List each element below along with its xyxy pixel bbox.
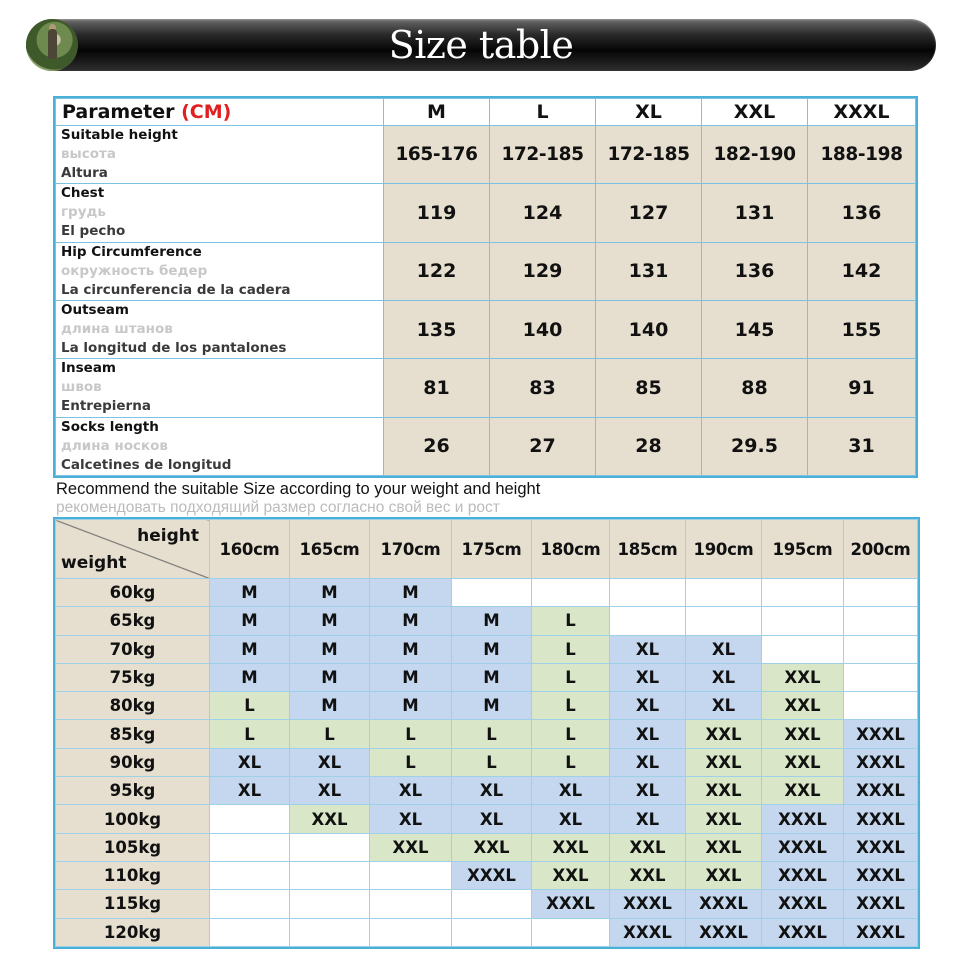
matrix-row: [56, 607, 918, 635]
matrix-row: [56, 635, 918, 663]
param-label-ru: длина штанов: [61, 320, 173, 337]
param-cell: [56, 126, 384, 184]
size-cell: [452, 579, 532, 607]
size-cell: XL: [532, 805, 610, 833]
size-value-cell: 81: [384, 359, 490, 417]
size-value-cell: 129: [490, 242, 596, 300]
size-value-cell: 140: [596, 300, 702, 358]
weight-label: 110kg: [56, 861, 210, 889]
param-cell: [56, 359, 384, 417]
size-cell: L: [452, 748, 532, 776]
size-cell: XL: [610, 805, 686, 833]
weight-label: 85kg: [56, 720, 210, 748]
size-cell: XXXL: [452, 861, 532, 889]
size-value-cell: 135: [384, 300, 490, 358]
size-cell: [210, 918, 290, 946]
size-cell: [844, 635, 918, 663]
size-header: XL: [596, 99, 702, 126]
size-cell: XXXL: [610, 890, 686, 918]
param-label-es: La circunferencia de la cadera: [61, 281, 291, 298]
size-cell: L: [210, 692, 290, 720]
size-cell: L: [210, 720, 290, 748]
size-cell: XL: [610, 635, 686, 663]
param-label-en: Hip Circumference: [61, 243, 202, 260]
param-label-ru: длина носков: [61, 437, 168, 454]
param-cell: [56, 417, 384, 475]
weight-label: 115kg: [56, 890, 210, 918]
matrix-row: [56, 890, 918, 918]
size-cell: XXXL: [844, 918, 918, 946]
size-value-cell: 172-185: [490, 126, 596, 184]
size-cell: XXXL: [532, 890, 610, 918]
size-cell: [844, 579, 918, 607]
size-cell: XL: [290, 777, 370, 805]
size-cell: XL: [610, 748, 686, 776]
size-table-row: [56, 359, 916, 417]
size-cell: XXL: [370, 833, 452, 861]
size-cell: M: [370, 635, 452, 663]
size-cell: XXL: [686, 748, 762, 776]
size-cell: XL: [686, 635, 762, 663]
size-value-cell: 122: [384, 242, 490, 300]
size-cell: [210, 861, 290, 889]
size-cell: [290, 833, 370, 861]
matrix-row: [56, 692, 918, 720]
height-header: 190cm: [686, 520, 762, 579]
size-cell: XXL: [762, 777, 844, 805]
size-value-cell: 28: [596, 417, 702, 475]
size-cell: XXXL: [762, 833, 844, 861]
matrix-corner: [56, 520, 210, 579]
size-cell: L: [532, 720, 610, 748]
size-cell: [844, 607, 918, 635]
param-label-en: Outseam: [61, 301, 129, 318]
size-cell: XXXL: [762, 861, 844, 889]
size-value-cell: 145: [702, 300, 808, 358]
matrix-row: [56, 777, 918, 805]
size-value-cell: 91: [808, 359, 916, 417]
size-cell: XL: [610, 692, 686, 720]
size-cell: [844, 663, 918, 691]
size-cell: XXXL: [686, 890, 762, 918]
size-header: L: [490, 99, 596, 126]
weight-label: 90kg: [56, 748, 210, 776]
size-cell: XL: [452, 777, 532, 805]
size-value-cell: 131: [702, 184, 808, 242]
size-cell: XXL: [686, 720, 762, 748]
size-cell: M: [210, 579, 290, 607]
size-table-row: [56, 242, 916, 300]
size-matrix: [55, 519, 918, 947]
size-cell: M: [452, 663, 532, 691]
size-table: [55, 98, 916, 476]
size-cell: XL: [532, 777, 610, 805]
matrix-header-row: [56, 520, 918, 579]
size-value-cell: 182-190: [702, 126, 808, 184]
size-cell: XXXL: [762, 805, 844, 833]
size-value-cell: 88: [702, 359, 808, 417]
height-header: 185cm: [610, 520, 686, 579]
matrix-row: [56, 861, 918, 889]
size-cell: M: [370, 607, 452, 635]
size-cell: [762, 635, 844, 663]
size-cell: XL: [686, 692, 762, 720]
size-cell: XXXL: [844, 833, 918, 861]
size-cell: XXXL: [762, 890, 844, 918]
size-value-cell: 27: [490, 417, 596, 475]
size-value-cell: 188-198: [808, 126, 916, 184]
size-cell: XXXL: [762, 918, 844, 946]
size-cell: L: [532, 607, 610, 635]
size-cell: XXL: [686, 805, 762, 833]
size-cell: XXL: [762, 692, 844, 720]
size-cell: XXL: [532, 833, 610, 861]
size-table-row: [56, 417, 916, 475]
weight-label: 65kg: [56, 607, 210, 635]
size-value-cell: 127: [596, 184, 702, 242]
param-label-ru: швов: [61, 379, 102, 396]
size-cell: [844, 692, 918, 720]
size-cell: XXL: [762, 748, 844, 776]
size-cell: L: [532, 663, 610, 691]
param-label-ru: грудь: [61, 204, 106, 221]
size-value-cell: 142: [808, 242, 916, 300]
size-cell: M: [210, 635, 290, 663]
size-cell: XXL: [610, 861, 686, 889]
size-value-cell: 131: [596, 242, 702, 300]
size-cell: XXL: [610, 833, 686, 861]
weight-label: 120kg: [56, 918, 210, 946]
size-cell: XXL: [686, 833, 762, 861]
size-cell: XXXL: [844, 861, 918, 889]
size-cell: M: [290, 635, 370, 663]
size-value-cell: 85: [596, 359, 702, 417]
height-header: 180cm: [532, 520, 610, 579]
weight-label: 70kg: [56, 635, 210, 663]
size-cell: [370, 890, 452, 918]
header-bar: [26, 19, 936, 71]
size-cell: XL: [452, 805, 532, 833]
param-label-en: Inseam: [61, 360, 117, 377]
size-cell: [686, 579, 762, 607]
size-cell: XL: [210, 777, 290, 805]
size-value-cell: 165-176: [384, 126, 490, 184]
size-cell: XL: [610, 777, 686, 805]
size-cell: [290, 861, 370, 889]
size-table-row: [56, 300, 916, 358]
size-cell: XXL: [762, 720, 844, 748]
corner-height-label: height: [137, 526, 199, 546]
size-cell: [532, 579, 610, 607]
size-cell: M: [290, 579, 370, 607]
size-table-row: [56, 184, 916, 242]
size-cell: [210, 890, 290, 918]
size-cell: M: [452, 635, 532, 663]
size-value-cell: 29.5: [702, 417, 808, 475]
recommend-text-ru: рекомендовать подходящий размер согласно свой вес и рост: [56, 499, 500, 516]
size-cell: XXXL: [844, 890, 918, 918]
size-cell: XXXL: [844, 720, 918, 748]
size-cell: [762, 607, 844, 635]
matrix-row: [56, 748, 918, 776]
size-cell: M: [210, 607, 290, 635]
matrix-row: [56, 805, 918, 833]
size-cell: XXXL: [844, 777, 918, 805]
weight-label: 95kg: [56, 777, 210, 805]
size-cell: M: [370, 579, 452, 607]
size-value-cell: 136: [808, 184, 916, 242]
size-value-cell: 172-185: [596, 126, 702, 184]
size-cell: XL: [370, 777, 452, 805]
size-value-cell: 119: [384, 184, 490, 242]
size-header: XXXL: [808, 99, 916, 126]
size-cell: M: [370, 692, 452, 720]
size-header: XXL: [702, 99, 808, 126]
param-label-en: Suitable height: [61, 127, 178, 143]
matrix-row: [56, 663, 918, 691]
size-value-cell: 31: [808, 417, 916, 475]
size-cell: [452, 918, 532, 946]
size-cell: L: [370, 748, 452, 776]
size-cell: M: [452, 607, 532, 635]
matrix-row: [56, 720, 918, 748]
weight-label: 75kg: [56, 663, 210, 691]
size-cell: [210, 833, 290, 861]
corner-weight-label: weight: [61, 553, 127, 573]
weight-label: 60kg: [56, 579, 210, 607]
size-table-row: [56, 126, 916, 184]
param-label-es: Entrepierna: [61, 398, 151, 415]
param-cell: [56, 242, 384, 300]
size-cell: [370, 918, 452, 946]
size-cell: M: [290, 692, 370, 720]
matrix-row: [56, 918, 918, 946]
size-value-cell: 124: [490, 184, 596, 242]
size-cell: XXXL: [844, 748, 918, 776]
size-cell: M: [290, 663, 370, 691]
size-cell: L: [452, 720, 532, 748]
size-table-header: [56, 99, 916, 126]
size-cell: XXL: [532, 861, 610, 889]
size-cell: L: [532, 635, 610, 663]
matrix-row: [56, 833, 918, 861]
param-label-es: El pecho: [61, 223, 126, 240]
size-cell: XXL: [762, 663, 844, 691]
param-label-es: La longitud de los pantalones: [61, 339, 287, 356]
param-label-en: Chest: [61, 185, 105, 202]
size-cell: XXL: [452, 833, 532, 861]
size-cell: XXL: [290, 805, 370, 833]
weight-label: 105kg: [56, 833, 210, 861]
size-cell: XL: [370, 805, 452, 833]
size-cell: M: [210, 663, 290, 691]
size-cell: [762, 579, 844, 607]
size-cell: [370, 861, 452, 889]
size-cell: M: [290, 607, 370, 635]
size-cell: [210, 805, 290, 833]
size-cell: XL: [686, 663, 762, 691]
size-cell: M: [370, 663, 452, 691]
param-label-en: Socks length: [61, 418, 159, 435]
weight-label: 100kg: [56, 805, 210, 833]
size-header: M: [384, 99, 490, 126]
size-cell: [532, 918, 610, 946]
height-header: 160cm: [210, 520, 290, 579]
size-cell: [610, 607, 686, 635]
height-header: 165cm: [290, 520, 370, 579]
size-cell: [290, 918, 370, 946]
size-cell: L: [532, 692, 610, 720]
size-cell: L: [370, 720, 452, 748]
param-label-ru: высота: [61, 146, 116, 162]
param-cell: [56, 300, 384, 358]
size-value-cell: 83: [490, 359, 596, 417]
size-cell: XL: [210, 748, 290, 776]
size-cell: XXL: [686, 861, 762, 889]
size-cell: L: [290, 720, 370, 748]
size-cell: M: [452, 692, 532, 720]
height-header: 200cm: [844, 520, 918, 579]
height-header: 170cm: [370, 520, 452, 579]
size-cell: L: [532, 748, 610, 776]
size-cell: XXXL: [686, 918, 762, 946]
size-cell: [452, 890, 532, 918]
param-cell: [56, 184, 384, 242]
size-cell: XL: [610, 720, 686, 748]
height-header: 195cm: [762, 520, 844, 579]
param-label-es: Calcetines de longitud: [61, 456, 232, 473]
size-value-cell: 26: [384, 417, 490, 475]
recommend-text-en: Recommend the suitable Size according to your weight and height: [56, 480, 541, 498]
size-cell: XXXL: [844, 805, 918, 833]
size-cell: [610, 579, 686, 607]
size-value-cell: 140: [490, 300, 596, 358]
size-cell: XXL: [686, 777, 762, 805]
size-value-cell: 136: [702, 242, 808, 300]
size-cell: XL: [610, 663, 686, 691]
unit-label: (CM): [181, 101, 232, 123]
weight-label: 80kg: [56, 692, 210, 720]
size-value-cell: 155: [808, 300, 916, 358]
matrix-row: [56, 579, 918, 607]
param-header: Parameter (CM): [56, 99, 384, 126]
height-header: 175cm: [452, 520, 532, 579]
size-cell: XXXL: [610, 918, 686, 946]
param-label-es: Altura: [61, 165, 108, 181]
param-label-ru: окружность бедер: [61, 262, 208, 279]
size-cell: [686, 607, 762, 635]
page-title: Size table: [388, 23, 574, 67]
size-cell: [290, 890, 370, 918]
size-cell: XL: [290, 748, 370, 776]
